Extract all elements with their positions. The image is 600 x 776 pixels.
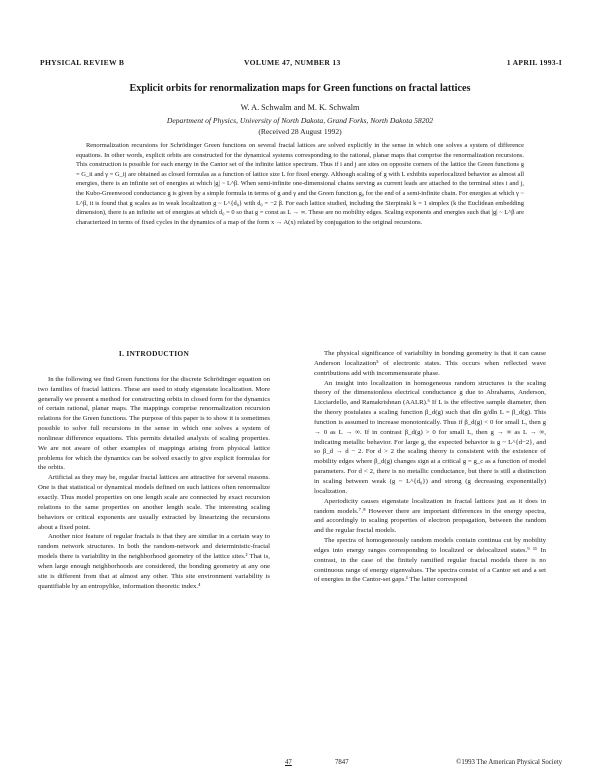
affiliation: Department of Physics, University of North Dakota, Grand Forks, North Dakota 58202 <box>166 116 434 125</box>
paper-title: Explicit orbits for renormalization maps for Green functions on fractal lattices <box>129 83 471 94</box>
authors: W. A. Schwalm and M. K. Schwalm <box>240 103 360 112</box>
footer-volume: 47 <box>285 759 292 766</box>
paragraph: An insight into localization in homogeneous random structures is the scaling theory of the dimensionless electrical conductance g due to Abrahams, Anderson, Licciardello, and Ramakrishnan (AALR).⁶ If L is the effective sample diameter, then the theory postulates a scaling function β_d(g) such that dln g/dln L = β_d(g). This function is assumed to increase monotonically. Thus if β_d(g) < 0 for small L, then g → 0 as L → ∞. If in contrast β_d(g) > 0 for small L, then g → ∞ as L → ∞, indicating metallic behavior. For large g, the expected behavior is g ~ L^{d−2}, and so β_d → d − 2. For d > 2 the scaling theory is consistent with the existence of mobility edges where β_d(g) changes sign at a critical g = g_c as a function of model parameters. For d < 2, there is no metallic conductance, but there is still a distinction in scaling between weak (g ~ L^{d₀}) and strong (g decreasing exponentially) localization. <box>314 379 546 495</box>
paragraph: The physical significance of variability in bonding geometry is that it can cause Anderson localization⁵ of electronic states. This occurs when reflected wave contributions add with incommensurate phase. <box>314 350 546 377</box>
issue-date: 1 APRIL 1993-I <box>506 58 562 67</box>
paragraph: Aperiodicity causes eigenstate localization in fractal lattices just as it does in random models.⁷˒⁸ However there are important differences in the energy spectra, and accordingly in scaling properties of electron propagation, between the random and the regular fractal models. <box>314 497 546 535</box>
abstract: Renormalization recursions for Schrödinger Green functions on several fractal lattices are solved explicitly in the sense in which one solves a system of difference equations. In other words, explicit orbits are constructed for the dynamical systems corresponding to the rational, planar maps that comprise the renormalization recursions. This construction is possible for each energy in the Cantor set of the infinite lattice spectrum. Thus if i and j are sites on opposite corners of the lattice the Green functions g = G_ii and γ = G_ij are obtained as closed formulas as a function of lattice size L for fixed energy. Although scaling of g with L exhibits superlocalized behavior as almost all energies, there is an infinite set of energies at which |g| ~ L^β. When semi-infinite one-dimensional chains serving as current leads are attached to the terminal sites i and j, the Kubo-Greenwood conductance g is given by a simple formula in terms of g and γ and the Green function g₀ for the end of a semi-infinite chain. For energies at which γ ~ L^β, it is found that g scales as in weak localization g ~ L^{d₀} with d₀ = −2 β. For each lattice studied, including the Sierpinski k = 1 simplex (k the Euclidean embedding dimension), there is an infinite set of energies at which d₀ = 0 so that g = const as L → ∞. These are no mobility edges. Scaling exponents and energies such that |g| ~ L^β are characterized in terms of fixed cycles in the dynamics of a map of the form x → A(x) related by conjugation to the original recursions. <box>76 142 524 226</box>
paragraph: The spectra of homogeneously random models contain continua cut by mobility edges into energy ranges corresponding to localized or delocalized states.⁹ ¹¹ In contrast, in the case of the finitely ramified regular fractal models there is no continuous range of energy eigenvalues. The spectra consist of a Cantor set and a set of energies in the Cantor-set gaps.¹ The latter correspond <box>314 537 546 584</box>
page-number: 7847 <box>335 759 349 766</box>
paragraph: Artificial as they may be, regular fractal lattices are attractive for several reasons. One is that statistical or dynamical models defined on such lattices often renormalize exactly. Thus model properties on one length scale are connected by exact recursion relations to the same properties on another length scale. The interesting scaling behaviors or critical exponents are usually extracted by linearizing the recursions about a fixed point. <box>38 474 270 531</box>
paragraph: Another nice feature of regular fractals is that they are similar in a certain way to random network structures. In both the random-network and deterministic-fractal models there is variability in the neighborhood geometry of the lattice sites.² That is, when large enough neighborhoods are considered, the bonding geometry at any one site is different from that at almost any other. This site environment variability is quantifiable by an entropylike, information theoretic index.⁴ <box>38 533 270 590</box>
right-column <box>314 349 546 585</box>
copyright: ©1993 The American Physical Society <box>456 759 562 766</box>
paragraph: In the following we find Green functions for the discrete Schrödinger equation on two families of fractal lattices. These are used to study eigenstate localization. More generally we present a method for constructing orbits in closed form for the dynamics of certain rational, planar maps. The mappings comprise renormalization recursion relations for the Green functions. The purpose of this paper is to show it is sometimes possible to solve full recursions in the sense in which one solves a system of nonlinear difference equations. This permits detailed analysis of scaling properties. We are not aware of other examples of mappings arising from physical lattice problems for which the dynamics can be solved exactly to give explicit formulas for the orbits. <box>38 375 270 472</box>
volume-number: VOLUME 47, NUMBER 13 <box>244 58 341 67</box>
left-column <box>38 349 270 591</box>
section-heading: I. INTRODUCTION <box>118 349 190 358</box>
received-date: (Received 28 August 1992) <box>258 127 342 136</box>
journal-name: PHYSICAL REVIEW B <box>40 58 125 67</box>
